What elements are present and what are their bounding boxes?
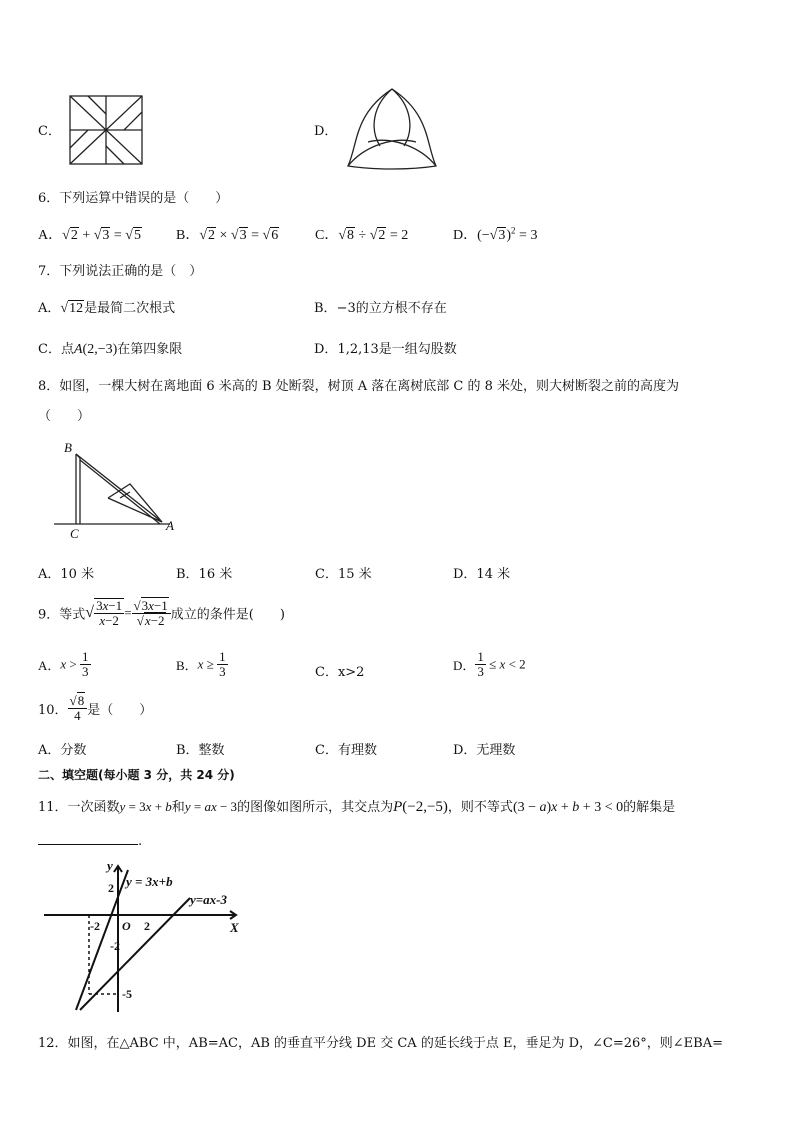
q12-stem: 12．如图，在△ABC 中，AB=AC，AB 的垂直平分线 DE 交 CA 的延长线于点 E，垂足为 D，∠C=26°，则∠EBA= xyxy=(38,1036,723,1051)
q9-stem: 9．等式√ $\frac{3x-1}{x-2}$ = $\frac{√3x-1}{√x-2}$ 成立的条件是( ) xyxy=(38,597,285,628)
q10-option-c: C．有理数 xyxy=(315,743,377,758)
answer-blank[interactable] xyxy=(38,844,138,845)
q7-c-pre: 点 xyxy=(60,342,74,357)
graph-tick-x2: 2 xyxy=(144,919,150,933)
q11-pre: 11．一次函数 xyxy=(38,800,120,815)
graph-tick-xneg2: -2 xyxy=(90,919,100,933)
q8-option-d: D．14 米 xyxy=(453,567,511,582)
q7-b-text: −3的立方根不存在 xyxy=(336,301,447,316)
linear-functions-graph xyxy=(40,860,250,1016)
q10-post: 是（ ） xyxy=(87,703,153,718)
fig-label-b: B xyxy=(64,440,72,455)
q5-option-d-label: D． xyxy=(314,124,338,139)
q10-num: 10． xyxy=(38,703,68,718)
q6-c-label: C． xyxy=(315,228,339,243)
graph-line1-label: y = 3x+b xyxy=(126,874,173,889)
q9-b-label: B． xyxy=(176,658,198,673)
trefoil-figure xyxy=(344,86,440,172)
q8-option-a: A．10 米 xyxy=(38,567,95,582)
q9-d-label: D． xyxy=(453,658,476,673)
q9-option-a: A．x > $\frac{1}{3}$ xyxy=(38,649,89,679)
graph-tick-y2: 2 xyxy=(108,881,114,895)
q6-d-label: D． xyxy=(453,228,478,243)
q11-mid2: 的图像如图所示，其交点为 xyxy=(237,800,394,815)
q9-option-c: C．x>2 xyxy=(315,665,365,680)
q6-option-c: C．√8 ÷ √2 = 2 xyxy=(315,228,409,243)
q8-stem: 8．如图，一棵大树在离地面 6 米高的 B 处断裂，树顶 A 落在离树底部 C 的 8 米处，则大树断裂之前的高度为 xyxy=(38,379,680,394)
q10-stem: 10． $\frac{√8}{4}$ 是（ ） xyxy=(38,693,153,723)
q7-d-text: 1,2,13是一组勾股数 xyxy=(337,342,457,357)
q11-mid3: ，则不等式 xyxy=(447,800,513,815)
q7-option-a: A．√12是最简二次根式 xyxy=(38,301,176,316)
q7-option-b xyxy=(314,297,447,316)
graph-origin-label: O xyxy=(122,919,131,933)
q11-answer-line xyxy=(38,834,142,849)
q11-post: 的解集是 xyxy=(623,800,676,815)
q6-b-label: B． xyxy=(176,228,200,243)
q11-mid1: 和 xyxy=(171,800,185,815)
q7-a-label: A． xyxy=(38,301,61,316)
q9-stem-post: 成立的条件是( ) xyxy=(170,607,285,623)
section-heading: 二、填空题(每小题 3 分，共 24 分) xyxy=(38,768,235,782)
q7-a-text: 是最简二次根式 xyxy=(84,301,176,316)
q10-option-a: A．分数 xyxy=(38,743,87,758)
q11-stem: 11．一次函数y = 3x + b和y = ax − 3的图像如图所示，其交点为P(−2,−5)，则不等式(3 − a)x + b + 3 < 0的解集是 xyxy=(38,799,676,815)
graph-line2-label: y=ax-3 xyxy=(190,892,228,907)
graph-tick-yneg5: -5 xyxy=(122,987,132,1001)
pinwheel-figure xyxy=(68,94,144,166)
q7-b-label: B． xyxy=(314,301,337,316)
q7-d-label: D． xyxy=(314,342,338,357)
graph-y-label: y xyxy=(107,860,113,873)
q6-stem: 6．下列运算中错误的是（ ） xyxy=(38,191,229,206)
q7-option-d xyxy=(314,338,457,357)
q7-stem: 7．下列说法正确的是（ ） xyxy=(38,264,203,279)
q6-option-d: D．$(-√3)^2 = 3$ xyxy=(453,225,538,243)
q9-option-b: B．x ≥ $\frac{1}{3}$ xyxy=(176,649,226,679)
q9-option-d: D． $\frac{1}{3}$ ≤ x < 2 xyxy=(453,649,526,679)
graph-tick-yneg2: -2 xyxy=(110,939,120,953)
q7-c-text: 在第四象限 xyxy=(117,342,183,357)
q10-option-b: B．整数 xyxy=(176,743,225,758)
q5-option-c-label: C． xyxy=(38,124,61,139)
q8-option-c: C．15 米 xyxy=(315,567,372,582)
q7-c-label: C． xyxy=(38,342,61,357)
q10-option-d: D．无理数 xyxy=(453,743,516,758)
q7-option-c: C．点A(2,−3)在第四象限 xyxy=(38,342,183,357)
graph-x-label: X xyxy=(230,920,239,935)
broken-tree-figure xyxy=(52,438,182,542)
q11-end: . xyxy=(138,834,143,849)
fig-label-c: C xyxy=(70,526,79,541)
q6-option-a: A．√2 + √3 = √5 xyxy=(38,228,141,243)
q6-a-label: A． xyxy=(38,228,63,243)
q6-option-b: B．√2 × √3 = √6 xyxy=(176,228,279,243)
q8-option-b: B．16 米 xyxy=(176,567,233,582)
fig-label-a: A xyxy=(166,518,174,533)
q9-stem-pre: 9．等式 xyxy=(38,607,86,623)
q9-a-label: A． xyxy=(38,658,61,673)
q8-paren: （ ） xyxy=(38,409,91,424)
